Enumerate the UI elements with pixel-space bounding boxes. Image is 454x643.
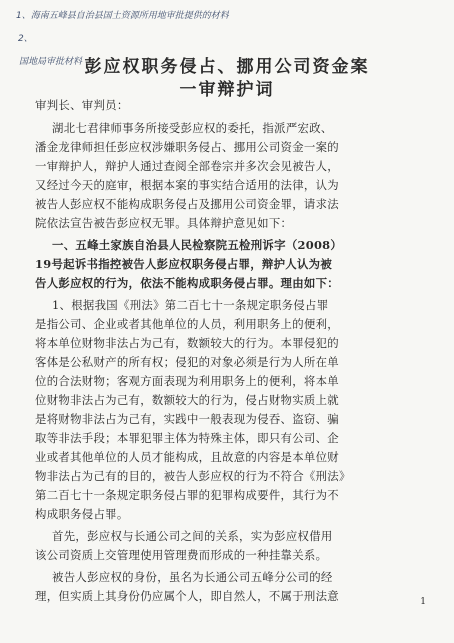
body-line: 客体是公私财产的所有权；侵犯的对象必须是行为人所在单 — [35, 355, 339, 369]
document-subtitle: 一审辩护词 — [179, 80, 275, 100]
handwritten-note-2: 2、 — [18, 34, 33, 44]
body-line: 将本单位财物非法占为己有，数额较大的行为。本罪侵犯的 — [35, 336, 339, 350]
body-line: 该公司资质上交管理使用管理费而形成的一种挂靠关系。 — [35, 548, 328, 562]
body-line: 院依法宣告被告彭应权无罪。具体辩护意见如下： — [35, 216, 293, 230]
section-heading-line: 19号起诉书指控被告人彭应权职务侵占罪，辩护人认为被 — [35, 257, 333, 271]
salutation: 审判长、审判员： — [35, 98, 129, 112]
body-line: 潘金龙律师担任彭应权涉嫌职务侵占、挪用公司资金一案的 — [35, 140, 339, 154]
body-line: 一审辩护人，辩护人通过查阅全部卷宗并多次会见被告人， — [35, 159, 339, 173]
body-line: 第二百七十一条规定职务侵占罪的犯罪构成要件，其行为不 — [35, 488, 339, 502]
body-line: 物非法占为己有的目的，被告人彭应权的行为不符合《刑法》 — [35, 469, 351, 483]
body-line: 理，但实质上其身份仍应属个人，即自然人，不属于刑法意 — [35, 589, 339, 603]
body-line: 湖北七君律师事务所接受彭应权的委托，指派严宏政、 — [52, 121, 333, 135]
page-number: 1 — [420, 597, 426, 607]
handwritten-note-1: 1、海南五峰县自治县国土资源所用地审批提供的材料 — [16, 11, 229, 21]
body-line: 业或者其他单位的人员才能构成，且故意的内容是本单位财 — [35, 450, 339, 464]
body-line: 首先，彭应权与长通公司之间的关系，实为彭应权借用 — [52, 529, 333, 543]
body-line: 是将财物非法占为己有，实践中一般表现为侵吞、盗窃、骗 — [35, 412, 339, 426]
body-line: 1、根据我国《刑法》第二百七十一条规定职务侵占罪 — [52, 298, 329, 312]
body-line: 被告人彭应权不能构成职务侵占及挪用公司资金罪，请求法 — [35, 197, 339, 211]
body-line: 构成职务侵占罪。 — [35, 507, 129, 521]
body-line: 位财物非法占为己有，数额较大的行为，侵占财物实质上就 — [35, 393, 339, 407]
body-line: 取等非法手段；本罪犯罪主体为特殊主体，即只有公司、企 — [35, 431, 339, 445]
document-title: 彭应权职务侵占、挪用公司资金案 — [84, 57, 370, 77]
body-line: 位的合法财物；客观方面表现为利用职务上的便利，将本单 — [35, 374, 339, 388]
body-line: 是指公司、企业或者其他单位的人员，利用职务上的便利， — [35, 317, 339, 331]
section-heading-line: 告人彭应权的行为，依法不能构成职务侵占罪。理由如下： — [35, 276, 339, 290]
body-line: 又经过今天的庭审，根据本案的事实结合适用的法律，认为 — [35, 178, 339, 192]
section-heading-line: 一、五峰土家族自治县人民检察院五检刑诉字（2008） — [52, 238, 343, 252]
handwritten-note-3: 国地局审批材料 — [19, 57, 83, 67]
body-line: 被告人彭应权的身份，虽名为长通公司五峰分公司的经 — [52, 570, 333, 584]
